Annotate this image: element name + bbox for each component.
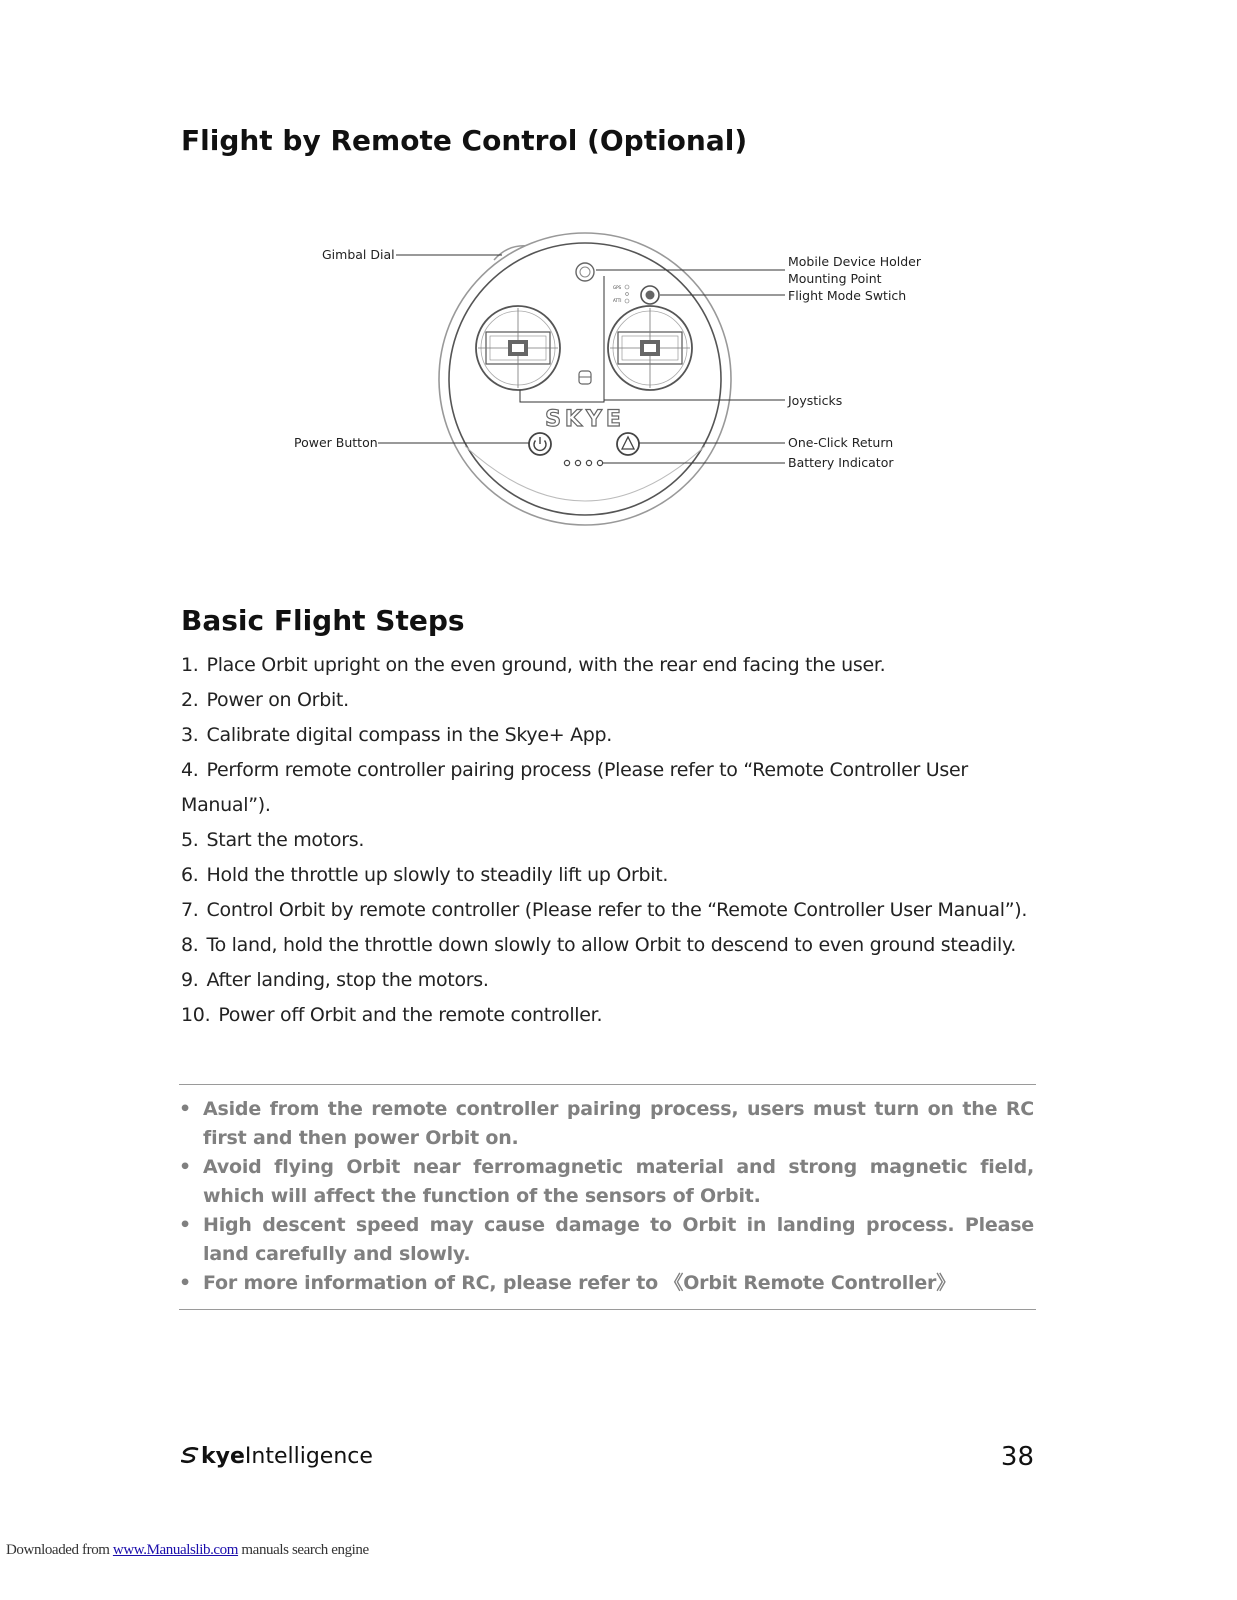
skye-s-logo-icon bbox=[181, 1446, 199, 1464]
footer-brand-logo bbox=[181, 1444, 373, 1469]
skye-logo: SKYE bbox=[545, 407, 625, 432]
mode-gps-label: GPS bbox=[613, 285, 622, 290]
step-item: 9. After landing, stop the motors. bbox=[181, 969, 489, 991]
brand-regular-text: Intelligence bbox=[244, 1444, 373, 1469]
step-item: 3. Calibrate digital compass in the Skye+ App. bbox=[181, 724, 613, 746]
step-item: 5. Start the motors. bbox=[181, 829, 365, 851]
note-item: • Aside from the remote controller pairing process, users must turn on the RC first and then power Orbit on. bbox=[179, 1095, 1034, 1153]
note-item: • For more information of RC, please refer to 《Orbit Remote Controller》 bbox=[179, 1269, 1034, 1298]
note-item: • High descent speed may cause damage to Orbit in landing process. Please land carefully and slowly. bbox=[179, 1211, 1034, 1269]
bullet-icon: • bbox=[179, 1214, 191, 1236]
label-battery-indicator: Battery Indicator bbox=[788, 455, 894, 470]
label-mounting-point: Mounting Point bbox=[788, 271, 882, 286]
section-title: Flight by Remote Control (Optional) bbox=[181, 124, 748, 157]
steps-title: Basic Flight Steps bbox=[181, 604, 465, 637]
step-item: 8. To land, hold the throttle down slowly to allow Orbit to descend to even ground steadily. bbox=[181, 934, 1016, 956]
label-joysticks: Joysticks bbox=[788, 393, 843, 408]
step-item: 6. Hold the throttle up slowly to steadily lift up Orbit. bbox=[181, 864, 669, 886]
note-item: • Avoid flying Orbit near ferromagnetic material and strong magnetic field, which will affect the function of the sensors of Orbit. bbox=[179, 1153, 1034, 1211]
bullet-icon: • bbox=[179, 1156, 191, 1178]
label-power-button: Power Button bbox=[294, 435, 378, 450]
left-joystick-shape bbox=[476, 306, 560, 390]
step-item: 1. Place Orbit upright on the even ground, with the rear end facing the user. bbox=[181, 654, 886, 676]
label-one-click-return: One-Click Return bbox=[788, 435, 894, 450]
remote-controller-diagram bbox=[280, 226, 960, 536]
brand-bold-text: kye bbox=[201, 1444, 245, 1469]
label-mobile-device-holder: Mobile Device Holder bbox=[788, 254, 921, 269]
step-item: 4. Perform remote controller pairing process (Please refer to “Remote Controller User Manual”). bbox=[181, 759, 968, 816]
right-joystick-shape bbox=[608, 306, 692, 390]
notes-box bbox=[179, 1084, 1036, 1310]
label-gimbal-dial: Gimbal Dial bbox=[322, 247, 395, 262]
label-flight-mode-switch: Flight Mode Swtich bbox=[788, 288, 907, 303]
step-item: 2. Power on Orbit. bbox=[181, 689, 349, 711]
mode-atti-label: ATTI bbox=[613, 298, 622, 303]
page-number: 38 bbox=[1000, 1442, 1034, 1472]
manualslib-link[interactable]: www.Manualslib.com bbox=[112, 1542, 239, 1558]
step-item: 10. Power off Orbit and the remote controller. bbox=[181, 1004, 603, 1026]
bullet-icon: • bbox=[179, 1272, 191, 1294]
flight-steps-list bbox=[181, 648, 1051, 1033]
download-note: Downloaded from www.Manualslib.com manuals search engine bbox=[6, 1542, 369, 1558]
step-item: 7. Control Orbit by remote controller (Please refer to the “Remote Controller User Manual”). bbox=[181, 899, 1028, 921]
bullet-icon: • bbox=[179, 1098, 191, 1120]
